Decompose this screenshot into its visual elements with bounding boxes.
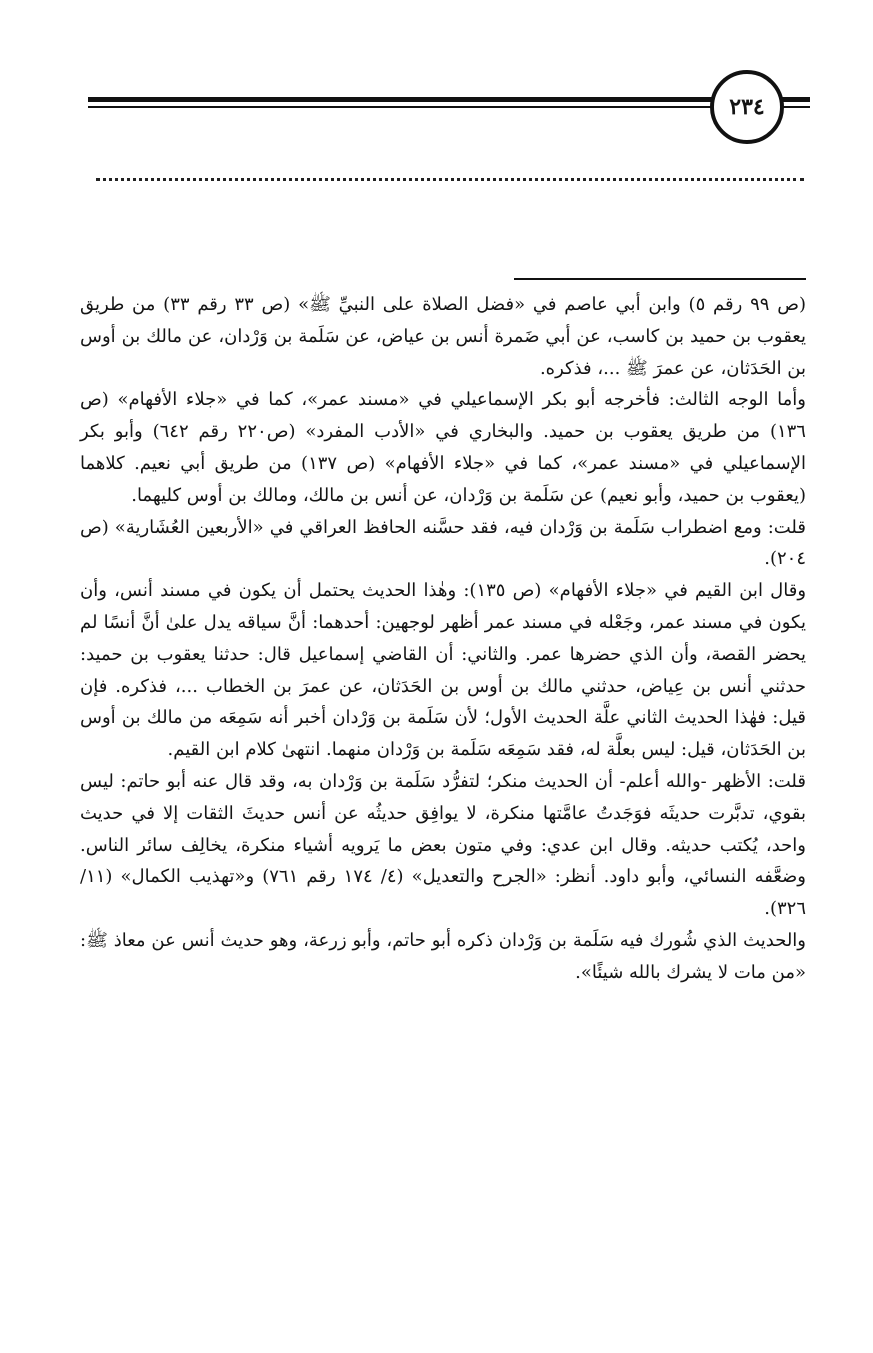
dotted-separator [96,178,804,181]
paragraph: قلت: ومع اضطراب سَلَمة بن وَرْدان فيه، فقد حسَّنه الحافظ العراقي في «الأربعين العُشَارية» (ص ٢٠٤). [80,516,806,570]
header-rule [88,97,713,102]
paragraph: (ص ٩٩ رقم ٥) وابن أبي عاصم في «فضل الصلاة على النبيِّ ﷺ» (ص ٣٣ رقم ٣٣) من طريق يعقوب بن حميد بن كاسب، عن أبي ضَمرة أنس بن عياض، عن سَلَمة بن وَرْدان، عن مالك بن أوس بن الحَدَثان، عن عمرَ ﷺ ...، فذكره. [80,294,806,379]
header-rule-thin [88,106,713,108]
paragraph: والحديث الذي شُورك فيه سَلَمة بن وَرْدان ذكره أبو حاتم، وأبو زرعة، وهو حديث أنس عن معاذ ﷺ: «من مات لا يشرك بالله شيئًا». [80,929,806,983]
paragraph: وقال ابن القيم في «جلاء الأفهام» (ص ١٣٥): وهٰذا الحديث يحتمل أن يكون في مسند أنس، وأن يكون في مسند عمر، وجَعْله في مسند عمر أظهر لوجهين: أحدهما: أنَّ سياقه يدل علىٰ أنَّ أنسًا لم يحضر القصة، وأن الذي حضرها عمر. والثاني: أن القاضي إسماعيل قال: حدثنا يعقوب بن حميد: حدثني أنس بن عِياض، حدثني مالك بن أوس بن الحَدَثان، عن عمرَ بن الخطاب ...، فذكره. فإن قيل: فهٰذا الحديث الثاني علَّة الحديث الأول؛ لأن سَلَمة بن وَرْدان أخبر أنه سَمِعَه من مالك بن أوس بن الحَدَثان، قيل: ليس بعلَّة له، فقد سَمِعَه سَلَمة بن وَرْدان منهما. انتهىٰ كلام ابن القيم. [80,580,807,761]
page-number: ٢٣٤ [710,70,784,144]
header-rule-right [780,97,810,102]
paragraph: وأما الوجه الثالث: فأخرجه أبو بكر الإسماعيلي في «مسند عمر»، كما في «جلاء الأفهام» (ص ١٣٦) من طريق يعقوب بن حميد. والبخاري في «الأدب المفرد» (ص٢٢٠ رقم ٦٤٢) وأبو بكر الإسماعيلي في «مسند عمر»، كما في «جلاء الأفهام» (ص ١٣٧) من طريق أبي نعيم. كلاهما (يعقوب بن حميد، وأبو نعيم) عن سَلَمة بن وَرْدان، عن أنس بن مالك، ومالك بن أوس كليهما. [80,389,806,506]
footnote-text [80,289,806,989]
page-header [88,70,810,140]
footnote-separator [514,278,806,280]
paragraph: قلت: الأظهر -والله أعلم- أن الحديث منكر؛ لتفرُّد سَلَمة بن وَرْدان به، وقد قال عنه أبو حاتم: ليس بقوي، تدبَّرت حديثَه فوَجَدتُ عامَّتها منكرة، لا يوافِق حديثُه عن أنس حديثَ الثقات إلا في حديث واحد، يُكتب حديثه. وقال ابن عدي: وفي متون بعض ما يَرويه أشياء منكرة، يخالِف سائر الناس. وضعَّفه النسائي، وأبو داود. أنظر: «الجرح والتعديل» (٤/ ١٧٤ رقم ٧٦١) و«تهذيب الكمال» (١١/ ٣٢٦). [80,770,806,920]
header-rule-right-thin [780,106,810,108]
